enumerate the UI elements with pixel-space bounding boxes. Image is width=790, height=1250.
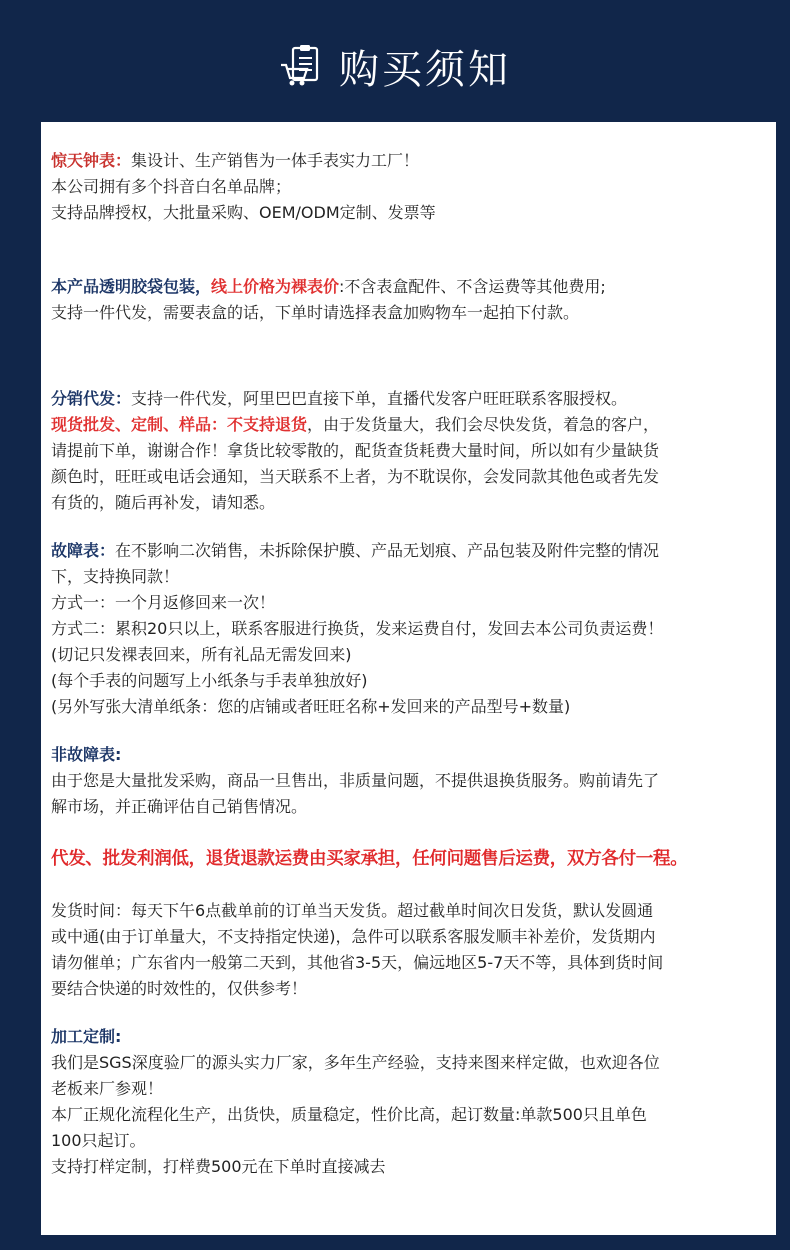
- distribution-text-2: ，由于发货量大，我们会尽快发货，着急的客户，: [307, 415, 660, 434]
- non-faulty-line-1: 由于您是大量批发采购，商品一旦售出，非质量问题，不提供退换货服务。购前请先了: [51, 771, 660, 790]
- distribution-line-2: [51, 412, 771, 438]
- intro-line-1: [51, 148, 771, 174]
- notice-content: [51, 148, 771, 1180]
- packaging-line-1: [51, 274, 771, 300]
- intro-line-2: 本公司拥有多个抖音白名单品牌；: [51, 177, 292, 196]
- custom-line-5: 支持打样定制，打样费500元在下单时直接减去: [51, 1157, 386, 1176]
- distribution-text: 支持一件代发，阿里巴巴直接下单，直播代发客户旺旺联系客服授权。: [131, 389, 628, 408]
- no-return-highlight: 现货批发、定制、样品：不支持退货: [51, 415, 308, 434]
- faulty-line-7: (另外写张大清单纸条：您的店铺或者旺旺名称+发回来的产品型号+数量): [51, 697, 571, 716]
- faulty-text: 在不影响二次销售，未拆除保护膜、产品无划痕、产品包装及附件完整的情况: [115, 541, 660, 560]
- faulty-line-6: (每个手表的问题写上小纸条与手表单独放好): [51, 671, 368, 690]
- distribution-heading: 分销代发：: [51, 389, 132, 408]
- non-faulty-heading: 非故障表:: [51, 745, 122, 764]
- custom-line-4: 100只起订。: [51, 1131, 146, 1150]
- shipping-line-3: 请勿催单；广东省内一般第二天到，其他省3-5天，偏远地区5-7天不等，具体到货时间: [51, 953, 664, 972]
- shipping-line-2: 或中通(由于订单量大，不支持指定快递)，急件可以联系客服发顺丰补差价，发货期内: [51, 927, 656, 946]
- custom-line-2: 老板来厂参观！: [51, 1079, 164, 1098]
- faulty-line-5: (切记只发裸表回来，所有礼品无需发回来): [51, 645, 352, 664]
- brand-name: 惊天钟表：: [51, 151, 132, 170]
- distribution-line-3: 请提前下单，谢谢合作！拿货比较零散的，配货查货耗费大量时间，所以如有少量缺货: [51, 441, 660, 460]
- faulty-line-1: [51, 538, 771, 564]
- page-header: [0, 30, 790, 102]
- distribution-line-5: 有货的，随后再补发，请知悉。: [51, 493, 276, 512]
- non-faulty-line-2: 解市场，并正确评估自己销售情况。: [51, 797, 308, 816]
- packaging-text: :不含表盒配件、不含运费等其他费用;: [339, 277, 606, 296]
- custom-line-3: 本厂正规化流程化生产，出货快，质量稳定，性价比高，起订数量:单款500只且单色: [51, 1105, 647, 1124]
- distribution-line-4: 颜色时，旺旺或电话会通知，当天联系不上者，为不耽误你，会发同款其他色或者先发: [51, 467, 660, 486]
- shipping-line-1: 发货时间：每天下午6点截单前的订单当天发货。超过截单时间次日发货，默认发圆通: [51, 901, 654, 920]
- faulty-line-2: 下，支持换同款！: [51, 567, 180, 586]
- shipping-cost-notice: 代发、批发利润低，退货退款运费由买家承担，任何问题售后运费，双方各付一程。: [51, 849, 688, 869]
- faulty-heading: 故障表：: [51, 541, 116, 560]
- page-title: 购买须知: [339, 46, 511, 93]
- custom-heading: 加工定制:: [51, 1027, 122, 1046]
- intro-line-3: 支持品牌授权，大批量采购、OEM/ODM定制、发票等: [51, 203, 436, 222]
- clipboard-cart-icon: [279, 43, 325, 89]
- intro-text: 集设计、生产销售为一体手表实力工厂！: [131, 151, 420, 170]
- shipping-line-4: 要结合快递的时效性的，仅供参考！: [51, 979, 308, 998]
- custom-line-1: 我们是SGS深度验厂的源头实力厂家，多年生产经验，支持来图来样定做，也欢迎各位: [51, 1053, 660, 1072]
- faulty-line-3: 方式一：一个月返修回来一次！: [51, 593, 276, 612]
- packaging-highlight: 本产品透明胶袋包装，: [51, 277, 212, 296]
- packaging-line-2: 支持一件代发，需要表盒的话，下单时请选择表盒加购物车一起拍下付款。: [51, 303, 580, 322]
- faulty-line-4: 方式二：累积20只以上，联系客服进行换货，发来运费自付，发回去本公司负责运费！: [51, 619, 664, 638]
- distribution-line-1: [51, 386, 771, 412]
- price-highlight: 线上价格为裸表价: [211, 277, 340, 296]
